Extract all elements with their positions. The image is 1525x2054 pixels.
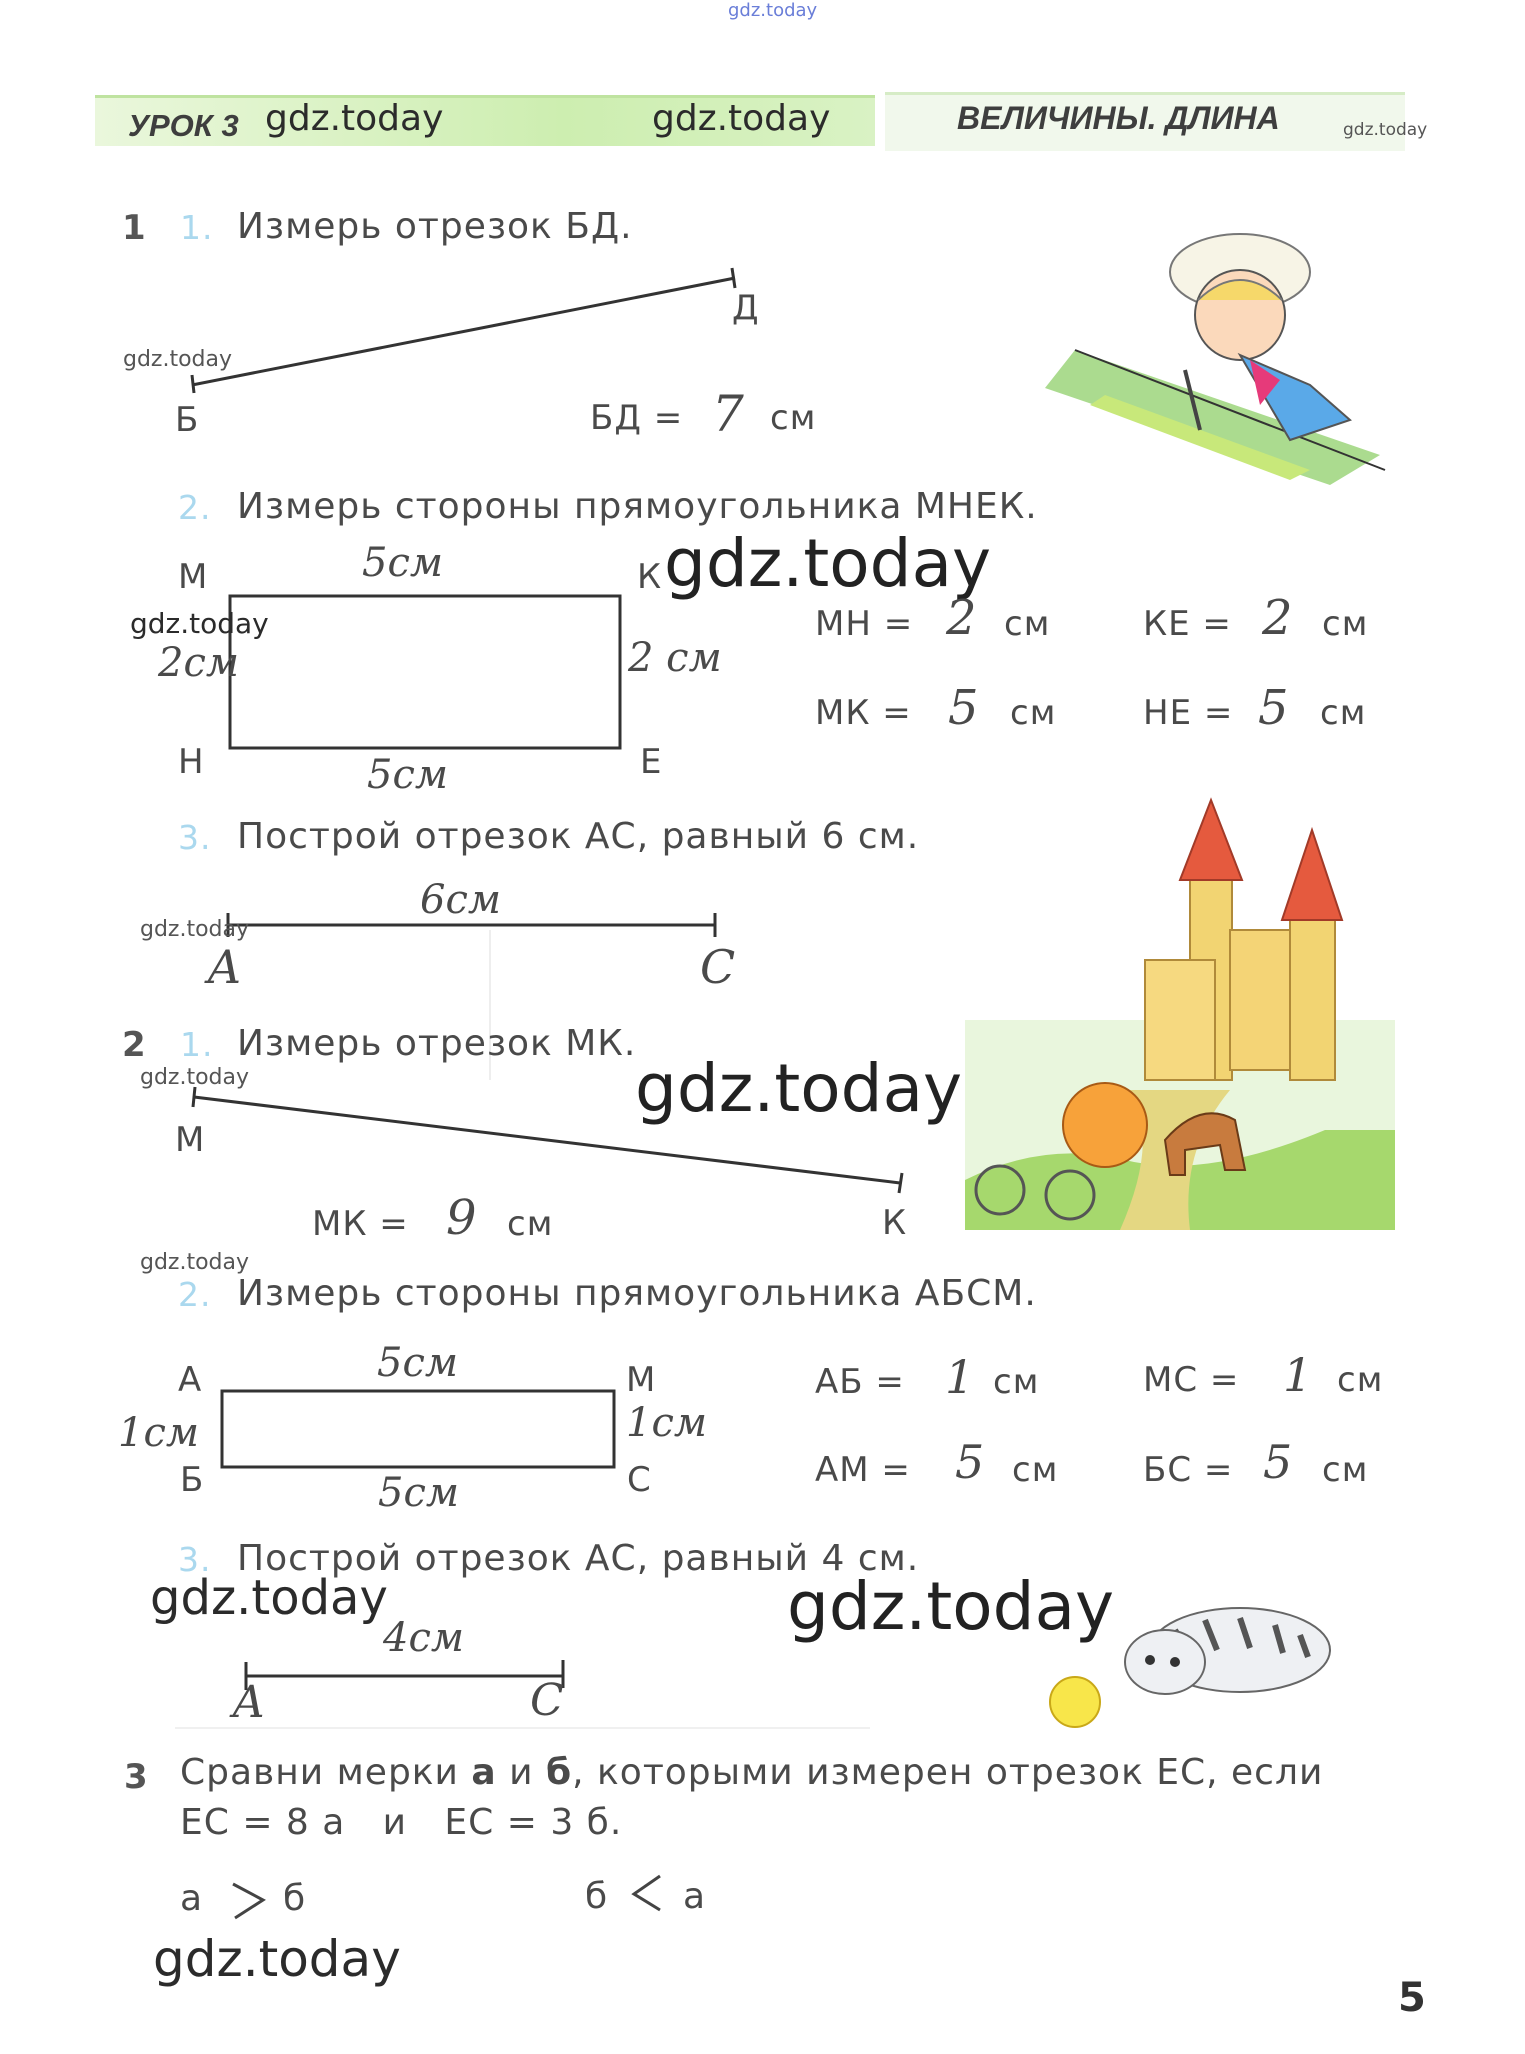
task1-sub3-text: Построй отрезок АС, равный 6 см.: [237, 816, 920, 857]
lesson-title: УРОК 3: [128, 108, 239, 143]
rect-absm: [222, 1391, 614, 1467]
task2-sub3-hw-len: 4см: [383, 1615, 465, 1661]
t1-ans-1-value: 2: [946, 590, 977, 646]
cmp2-right: а: [683, 1876, 707, 1917]
t2-ans-4-unit: см: [1322, 1450, 1369, 1490]
t1-ans-3-value: 5: [948, 680, 979, 736]
watermark-t2-1-large: gdz.today: [635, 1050, 963, 1127]
cmp2-left: б: [585, 1876, 609, 1917]
page-number: 5: [1398, 1975, 1426, 2021]
task3-line2: ЕС = 8 а и ЕС = 3 б.: [180, 1802, 623, 1843]
cmp1-sign: [230, 1872, 267, 1923]
task1-bd-label-end: Д: [732, 288, 760, 328]
task2-sub2-number: 2.: [178, 1275, 212, 1314]
task1-rect-hw-left: 2см: [158, 640, 240, 686]
girl-illustration: [1045, 234, 1385, 485]
t2-ans-2-label: МС =: [1143, 1360, 1240, 1400]
t1-ans-2-unit: см: [1322, 604, 1369, 644]
watermark-header-1: gdz.today: [265, 98, 444, 139]
watermark-t2-3-b: gdz.today: [787, 1568, 1115, 1645]
watermark-t1-2-large: gdz.today: [664, 525, 992, 602]
watermark-t2-1: gdz.today: [140, 1065, 250, 1090]
task1-sub1-number: 1.: [180, 208, 214, 247]
task2-rect-hw-right: 1см: [626, 1400, 708, 1446]
task2-mk-answer-prefix: МК =: [312, 1204, 409, 1244]
segment-bd-tick-end: [732, 268, 735, 288]
task2-mk-label-start: М: [175, 1120, 206, 1160]
task2-mk-unit: см: [507, 1204, 554, 1244]
task2-sub1-text: Измерь отрезок МК.: [237, 1023, 637, 1064]
t2-ans-4-label: БС =: [1143, 1450, 1234, 1490]
segment-bd-tick-start: [192, 375, 194, 393]
task1-bd-answer: 7: [712, 385, 744, 443]
task3-measure-b: б: [546, 1752, 573, 1793]
cmp1-right: б: [283, 1878, 307, 1919]
task1-sub3-hw-a: А: [207, 940, 242, 994]
task2-sub2-text: Измерь стороны прямоугольника АБСМ.: [237, 1273, 1037, 1314]
task2-rect-hw-left: 1см: [118, 1410, 200, 1456]
task1-sub3-hw-len: 6см: [420, 877, 502, 923]
t2-ans-3-label: АМ =: [815, 1450, 911, 1490]
segment-mk-tick-start: [193, 1087, 195, 1107]
t2-ans-1-unit: см: [993, 1362, 1040, 1402]
task2-sub3-text: Построй отрезок АС, равный 4 см.: [237, 1538, 920, 1579]
castle-illustration: [965, 800, 1395, 1230]
t1-ans-4-unit: см: [1320, 693, 1367, 733]
task1-rect-corner-tl: М: [178, 557, 209, 597]
task2-mk-answer: 9: [446, 1190, 477, 1246]
task2-rect-corner-br: С: [627, 1460, 652, 1500]
task1-bd-label-start: Б: [175, 400, 200, 440]
t1-ans-1-unit: см: [1004, 604, 1051, 644]
segment-mk-tick-end: [899, 1173, 902, 1193]
task3-line1-rest: , которыми измерен отрезок ЕС, если: [572, 1752, 1324, 1793]
task1-bd-unit: см: [770, 398, 817, 438]
task1-rect-hw-top: 5см: [362, 540, 444, 586]
task2-number: 2: [122, 1025, 146, 1065]
task2-rect-hw-top: 5см: [377, 1340, 459, 1386]
t2-ans-3-value: 5: [955, 1435, 985, 1489]
t1-ans-2-label: КЕ =: [1143, 604, 1232, 644]
watermark-t1-1: gdz.today: [123, 347, 233, 372]
t1-ans-3-unit: см: [1010, 693, 1057, 733]
t2-ans-1-label: АБ =: [815, 1362, 905, 1402]
cmp2-sign: [632, 1870, 669, 1921]
task2-rect-corner-bl: Б: [180, 1460, 205, 1500]
t1-ans-4-label: НЕ =: [1143, 693, 1234, 733]
watermark-header-2: gdz.today: [652, 98, 831, 139]
task1-bd-answer-prefix: БД =: [590, 398, 684, 438]
watermark-t1-3: gdz.today: [140, 917, 250, 942]
task1-rect-corner-tr: К: [637, 557, 663, 597]
task3-number: 3: [124, 1757, 148, 1797]
t2-ans-3-unit: см: [1012, 1450, 1059, 1490]
task1-sub2-text: Измерь стороны прямоугольника МНЕК.: [237, 486, 1038, 527]
task1-rect-corner-br: Е: [640, 742, 663, 782]
watermark-t2-3-a: gdz.today: [150, 1570, 388, 1626]
task3-line1: [180, 1752, 1323, 1793]
watermark-t3: gdz.today: [153, 1930, 401, 1988]
segment-bd: [192, 278, 735, 385]
t2-ans-2-unit: см: [1337, 1360, 1384, 1400]
task2-rect-hw-bottom: 5см: [378, 1470, 460, 1516]
t2-ans-4-value: 5: [1263, 1435, 1293, 1489]
t1-ans-1-label: МН =: [815, 604, 914, 644]
task2-mk-label-end: К: [882, 1203, 908, 1243]
t1-ans-2-value: 2: [1262, 590, 1293, 646]
cmp1-left: а: [180, 1878, 204, 1919]
task1-sub3-hw-c: С: [700, 940, 736, 994]
task1-rect-hw-bottom: 5см: [367, 752, 449, 798]
task1-rect-hw-right: 2 см: [628, 635, 722, 681]
task1-sub3-number: 3.: [178, 818, 212, 857]
watermark-t1-2-small: gdz.today: [130, 607, 269, 640]
task3-measure-a: а: [471, 1752, 497, 1793]
rect-mnek: [230, 596, 620, 748]
watermark-t2-2: gdz.today: [140, 1250, 250, 1275]
watermark-header-3: gdz.today: [1343, 120, 1428, 140]
task1-sub1-text: Измерь отрезок БД.: [237, 206, 633, 247]
task2-rect-corner-tr: М: [626, 1360, 657, 1400]
task3-line1-start: Сравни мерки: [180, 1752, 459, 1793]
t1-ans-3-label: МК =: [815, 693, 912, 733]
task2-rect-corner-tl: А: [178, 1360, 203, 1400]
t2-ans-2-value: 1: [1283, 1348, 1313, 1402]
task1-rect-corner-bl: Н: [178, 742, 205, 782]
t1-ans-4-value: 5: [1258, 680, 1289, 736]
watermark-top: gdz.today: [728, 0, 818, 21]
topic-title: ВЕЛИЧИНЫ. ДЛИНА: [957, 100, 1280, 136]
task2-sub3-hw-c: С: [530, 1675, 564, 1726]
task3-and: и: [509, 1752, 534, 1793]
task1-number: 1: [122, 208, 146, 248]
t2-ans-1-value: 1: [945, 1350, 975, 1404]
task2-sub3-hw-a: А: [232, 1677, 266, 1728]
task1-sub2-number: 2.: [178, 488, 212, 527]
task2-sub1-number: 1.: [180, 1025, 214, 1064]
task2-sub3-number: 3.: [178, 1540, 212, 1579]
